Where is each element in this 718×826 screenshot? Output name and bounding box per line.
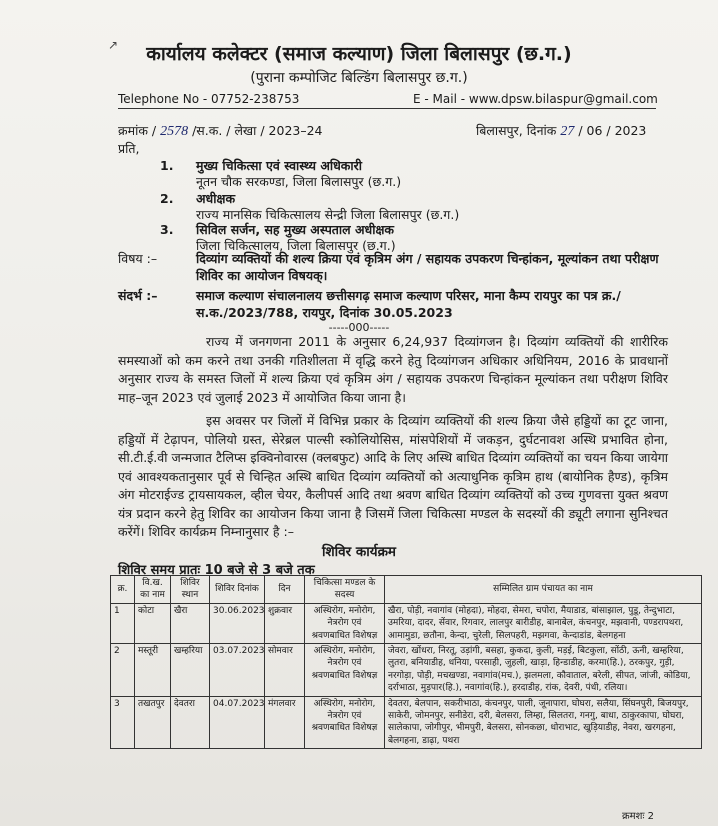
- col-members: चिकित्सा मण्डल के सदस्य: [305, 576, 385, 604]
- table-row: [111, 603, 702, 643]
- telephone: Telephone No - 07752-238753: [118, 92, 300, 106]
- cell-block: तखतपुर: [135, 696, 171, 749]
- recipient-number: 3.: [160, 222, 174, 237]
- cell-sn: 3: [111, 696, 135, 749]
- col-block: वि.ख. का नाम: [135, 576, 171, 604]
- recipient-address: नूतन चौक सरकण्डा, जिला बिलासपुर (छ.ग.): [196, 174, 402, 189]
- cell-sn: 2: [111, 644, 135, 697]
- email: E - Mail - www.dpsw.bilaspur@gmail.com: [413, 92, 658, 106]
- cell-villages: खैरा, पोड़ी, नवागांव (मोहदा), मोहदा, सेमरा, चपोरा, मैयाडाड, बांसाझाल, पुडू, तेन्दुभाटा, उमरिया, दादर, सेंवार, रिगवार, लालपुर बारीडीह, बानाबेल, कंचनपुर, मझवानी, पण्डरापथरा, आमामुडा, छतौना, केन्दा, चुरेली, सिलपहरी, मझगवा, केन्दाडांड, बेलगहना: [385, 603, 702, 643]
- ref-handwritten-number: 2578: [160, 124, 189, 139]
- cell-villages: देवतरा, बेलपान, सकरीभाठा, कंचनपुर, पाली, जूनापारा, घोघरा, सलैया, सिंघनपुरी, बिजयपुर, साकेरी, जोमनपुर, सनीडेरा, दरी, बेलसरा, लिम्हा, सिलतरा, गनगु, बाधा, ठाकुरकापा, घोघरा, सालेकापा, जोगीपुर, भीमपुरी, बेलसरा, सोनकछा, धोराभाट, खुड़ियाडीह, नेवरा, खरगहना, बेलगहना, डाढ़ा, पथरा: [385, 696, 702, 749]
- header-rule: [118, 108, 656, 109]
- cell-date: 30.06.2023: [210, 603, 265, 643]
- cell-date: 03.07.2023: [210, 644, 265, 697]
- subject-text: दिव्यांग व्यक्तियों की शल्य क्रिया एवं कृत्रिम अंग / सहायक उपकरण चिन्हांकन, मूल्यांकन तथा परीक्षण शिविर का आयोजन विषयक्।: [196, 251, 659, 283]
- office-title: कार्यालय कलेक्टर (समाज कल्याण) जिला बिलासपुर (छ.ग.): [146, 43, 572, 65]
- to-label: प्रति,: [118, 141, 140, 156]
- ref-prefix: क्रमांक /: [118, 123, 157, 138]
- camp-time: शिविर समय प्रातः 10 बजे से 3 बजे तक: [118, 563, 315, 578]
- paragraph-census: राज्य में जनगणना 2011 के अनुसार 6,24,937 दिव्यांगजन है। दिव्यांग व्यक्तियों की शारीरिक समस्याओं को कम करने तथा उनकी गतिशीलता में वृद्धि करने हेतु दिव्यांगजन अधिकार अधिनियम, 2016 के प्रावधानों अनुसार राज्य के समस्त जिलों में शल्य क्रिया एवं कृत्रिम अंग / सहायक उपकरण चिन्हांकन मूल्यांकन तथा परीक्षण शिविर माह–जून 2023 एवं जुलाई 2023 में आयोजित किया जाना है।: [118, 334, 668, 405]
- cell-sn: 1: [111, 603, 135, 643]
- col-sn: क्र.: [111, 576, 135, 604]
- col-place: शिविर स्थान: [171, 576, 210, 604]
- recipient-title: अधीक्षक: [196, 191, 236, 206]
- cell-members: अस्थिरोग, मनोरोग, नेत्ररोग एवं श्रवणबाधित विशेषज्ञ: [305, 603, 385, 643]
- cell-members: अस्थिरोग, मनोरोग, नेत्ररोग एवं श्रवणबाधित विशेषज्ञ: [305, 696, 385, 749]
- recipient-title: सिविल सर्जन, सह मुख्य अस्पताल अधीक्षक: [196, 222, 395, 237]
- cell-place: खैरा: [171, 603, 210, 643]
- reference-number: [118, 122, 323, 140]
- col-date: शिविर दिनांक: [210, 576, 265, 604]
- page-continued: क्रमशः 2: [622, 811, 655, 822]
- cell-place: देवतरा: [171, 696, 210, 749]
- col-day: दिन: [265, 576, 305, 604]
- pen-mark-icon: ↗: [108, 38, 119, 52]
- table-row: [111, 696, 702, 749]
- office-subtitle: (पुराना कम्पोजिट बिल्डिंग बिलासपुर छ.ग.): [250, 70, 468, 86]
- table-header-row: [111, 576, 702, 604]
- recipient-number: 1.: [160, 158, 174, 173]
- reference-text: समाज कल्याण संचालनालय छत्तीसगढ़ समाज कल्याण परिसर, माना कैम्प रायपुर का पत्र क्र./स.क./2023/788, रायपुर, दिनांक 30.05.2023: [196, 288, 621, 320]
- recipient-address: राज्य मानसिक चिकित्सालय सेन्द्री जिला बिलासपुर (छ.ग.): [196, 207, 460, 222]
- recipient-title: मुख्य चिकित्सा एवं स्वास्थ्य अधिकारी: [196, 158, 362, 173]
- cell-day: सोमवार: [265, 644, 305, 697]
- separator: -----000-----: [328, 321, 390, 334]
- col-villages: सम्मिलित ग्राम पंचायत का नाम: [385, 576, 702, 604]
- cell-day: मंगलवार: [265, 696, 305, 749]
- paragraph-camp-details: इस अवसर पर जिलों में विभिन्न प्रकार के दिव्यांग व्यक्तियों की शल्य क्रिया जैसे हड्डियों का टूट जाना, हड्डियों में टेढ़ापन, पोलियो ग्रस्त, सेरेब्रल पाल्सी स्कोलियोसिस, मांसपेशियों में जकड़न, दुर्घटनावश अस्थि प्रभावित होना, सी.टी.ई.वी जन्मजात टैलिप्स इक्विनोवारस (क्लबफुट) आदि के लिए अस्थि बाधित दिव्यांग व्यक्तियों का चयन किया जायेगा एवं आवश्यकतानुसार पूर्व से चिन्हित अस्थि बाधित दिव्यांग व्यक्तियों को अत्याधुनिक कृत्रिम हाथ (बायोनिक हैण्ड), कृत्रिम अंग मोटराईज्ड ट्रायसायकल, व्हील चेयर, कैलीपर्स आदि तथा श्रवण बाधित दिव्यांग व्यक्तियों को उच्च गुणवत्ता युक्त श्रवण यंत्र प्रदान करने हेतु शिविर का आयोजन किया जाना है जिसमें जिला चिकित्सा मण्डल के सदस्यों की ड्यूटी लगाना सुनिश्चत करेंगें। शिविर कार्यक्रम निम्नानुसार है :–: [118, 413, 668, 539]
- reference-label: संदर्भ :–: [118, 288, 158, 303]
- camp-program-title: शिविर कार्यक्रम: [321, 544, 397, 560]
- cell-villages: जेवरा, खोंधरा, निरतू, उड़ांगी, बसहा, कुकदा, कुली, मड़ई, बिटकुला, सोंठी, ऊनी, खम्हरिया, लुतरा, बनियाडीह, धनिया, परसाही, जुहली, खाड़ा, हिन्डाडीह, करमा(हि.), ठरकपुर, गुड़ी, नरगोड़ा, पोड़ी, मचखण्डा, नवागांव(मच.), झलमला, कौवाताल, बरेली, सीपत, जांजी, कोडिया, दर्राभाठा, मुड़पार(हि.), नवागांव(हि.), हरदाडीह, रांक, देवरी, पंधी, रलिया।: [385, 644, 702, 697]
- recipient-address: जिला चिकित्सालय, जिला बिलासपुर (छ.ग.): [196, 238, 396, 253]
- camp-schedule-table: [110, 575, 702, 749]
- letter-date: [476, 122, 646, 140]
- date-rest: / 06 / 2023: [578, 123, 647, 138]
- cell-date: 04.07.2023: [210, 696, 265, 749]
- cell-day: शुक्रवार: [265, 603, 305, 643]
- recipient-number: 2.: [160, 191, 174, 206]
- table-row: [111, 644, 702, 697]
- ref-suffix: /स.क. / लेखा / 2023–24: [192, 123, 323, 138]
- cell-block: कोटा: [135, 603, 171, 643]
- subject-label: विषय :–: [118, 251, 158, 266]
- cell-place: खम्हरिया: [171, 644, 210, 697]
- cell-block: मस्तूरी: [135, 644, 171, 697]
- date-handwritten-day: 27: [560, 124, 575, 139]
- cell-members: अस्थिरोग, मनोरोग, नेत्ररोग एवं श्रवणबाधित विशेषज्ञ: [305, 644, 385, 697]
- date-prefix: बिलासपुर, दिनांक: [476, 123, 557, 138]
